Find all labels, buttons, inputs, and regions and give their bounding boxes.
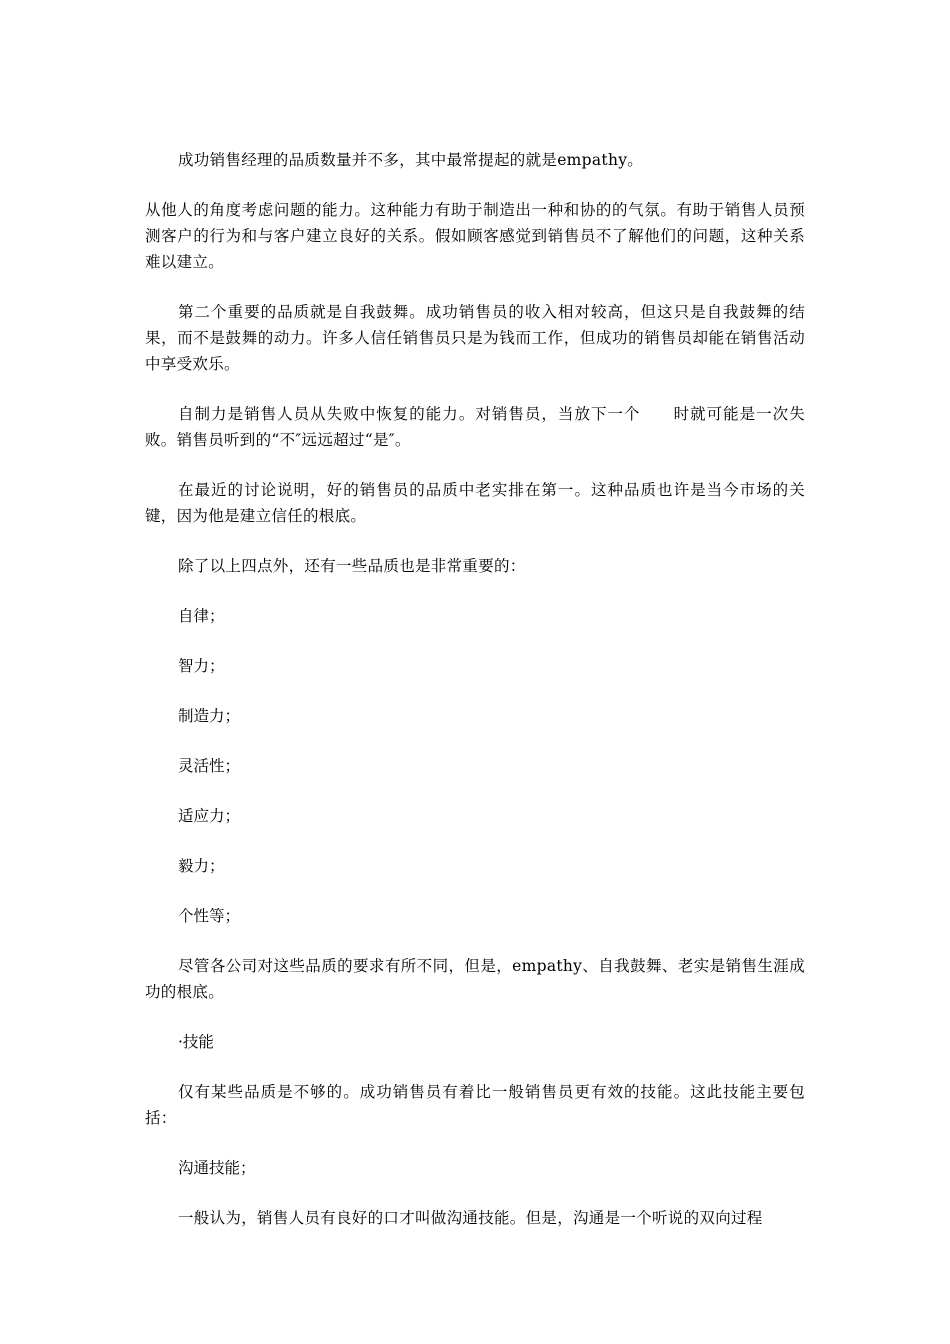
paragraph-empathy-intro: 成功销售经理的品质数量并不多，其中最常提起的就是empathy。 bbox=[178, 151, 644, 169]
list-item: 适应力； bbox=[178, 807, 241, 825]
list-item: 毅力； bbox=[178, 857, 225, 875]
paragraph-other-qualities: 除了以上四点外，还有一些品质也是非常重要的： bbox=[178, 557, 526, 575]
paragraph-empathy-definition: 从他人的角度考虑问题的能力。这种能力有助于制造出一种和协的的气氛。有助于销售人员预测客户的行为和与客户建立良好的关系。假如顾客感觉到销售员不了解他们的问题，这种关系难以建立。 bbox=[145, 201, 805, 271]
document-body bbox=[145, 147, 805, 1255]
list-item: 灵活性； bbox=[178, 757, 241, 775]
paragraph-summary: 尽管各公司对这些品质的要求有所不同，但是，empathy、自我鼓舞、老实是销售生涯成功的根底。 bbox=[145, 957, 805, 1001]
list-item: 自律； bbox=[178, 607, 225, 625]
list-item: 制造力； bbox=[178, 707, 241, 725]
paragraph-self-control: 自制力是销售人员从失败中恢复的能力。对销售员，当放下一个 时就可能是一次失败。销售员听到的“不″远远超过“是″。 bbox=[145, 405, 805, 449]
list-item: 智力； bbox=[178, 657, 225, 675]
paragraph-communication: 一般认为，销售人员有良好的口才叫做沟通技能。但是，沟通是一个听说的双向过程 bbox=[178, 1209, 763, 1227]
qualities-list bbox=[145, 603, 805, 929]
paragraph-self-motivation: 第二个重要的品质就是自我鼓舞。成功销售员的收入相对较高，但这只是自我鼓舞的结果，而不是鼓舞的动力。许多人信任销售员只是为钱而工作，但成功的销售员却能在销售活动中享受欢乐。 bbox=[145, 303, 805, 373]
paragraph-honesty: 在最近的讨论说明，好的销售员的品质中老实排在第一。这种品质也许是当今市场的关键，因为他是建立信任的根底。 bbox=[145, 481, 805, 525]
paragraph-skills-intro: 仅有某些品质是不够的。成功销售员有着比一般销售员更有效的技能。这此技能主要包括： bbox=[145, 1083, 805, 1127]
list-item-communication-skill: 沟通技能； bbox=[178, 1159, 256, 1177]
list-item: 个性等； bbox=[178, 907, 241, 925]
section-heading-skills: ·技能 bbox=[178, 1033, 214, 1051]
